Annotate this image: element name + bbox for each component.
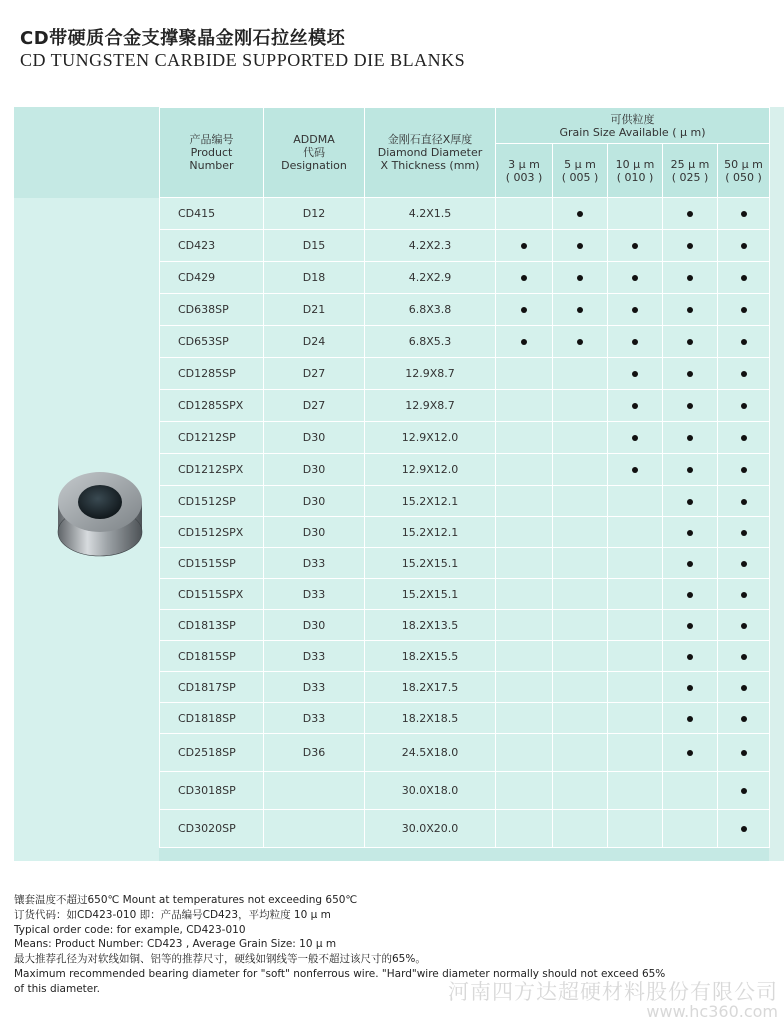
cell-product-number: CD1515SPX bbox=[160, 579, 264, 610]
table-row bbox=[160, 548, 770, 579]
cell-grain-availability bbox=[608, 198, 663, 230]
cell-grain-availability bbox=[608, 326, 663, 358]
dot-icon bbox=[741, 685, 747, 691]
cell-grain-availability bbox=[496, 810, 553, 848]
cell-grain-availability bbox=[663, 390, 718, 422]
cell-grain-availability bbox=[553, 579, 608, 610]
cell-product-number: CD1815SP bbox=[160, 641, 264, 672]
cell-grain-availability bbox=[663, 454, 718, 486]
cell-grain-availability bbox=[496, 358, 553, 390]
note-line: of this diameter. bbox=[14, 982, 100, 995]
dot-icon bbox=[741, 403, 747, 409]
dot-icon bbox=[741, 826, 747, 832]
cell-diamond-size: 15.2X15.1 bbox=[365, 548, 496, 579]
die-blank-table bbox=[159, 107, 770, 848]
cell-grain-availability bbox=[663, 772, 718, 810]
cell-addma-designation: D27 bbox=[264, 358, 365, 390]
cell-diamond-size: 30.0X18.0 bbox=[365, 772, 496, 810]
cell-grain-availability bbox=[553, 262, 608, 294]
cell-grain-availability bbox=[553, 517, 608, 548]
cell-grain-availability bbox=[553, 548, 608, 579]
cell-grain-availability bbox=[718, 703, 770, 734]
cell-diamond-size: 4.2X2.9 bbox=[365, 262, 496, 294]
dot-icon bbox=[632, 243, 638, 249]
dot-icon bbox=[741, 467, 747, 473]
cell-product-number: CD1285SP bbox=[160, 358, 264, 390]
dot-icon bbox=[741, 339, 747, 345]
header-grain-5um: 5 μ m ( 005 ) bbox=[553, 144, 608, 198]
page-title-en: CD TUNGSTEN CARBIDE SUPPORTED DIE BLANKS bbox=[20, 50, 466, 70]
cell-grain-availability bbox=[608, 672, 663, 703]
dot-icon bbox=[632, 339, 638, 345]
cell-grain-availability bbox=[718, 326, 770, 358]
dot-icon bbox=[687, 467, 693, 473]
dot-icon bbox=[577, 211, 583, 217]
cell-grain-availability bbox=[608, 358, 663, 390]
cell-product-number: CD1285SPX bbox=[160, 390, 264, 422]
dot-icon bbox=[741, 592, 747, 598]
dot-icon bbox=[741, 499, 747, 505]
dot-icon bbox=[632, 403, 638, 409]
dot-icon bbox=[741, 750, 747, 756]
table-row bbox=[160, 358, 770, 390]
table-row bbox=[160, 517, 770, 548]
cell-addma-designation: D27 bbox=[264, 390, 365, 422]
cell-grain-availability bbox=[663, 422, 718, 454]
header-grain-3um: 3 μ m ( 003 ) bbox=[496, 144, 553, 198]
cell-grain-availability bbox=[663, 672, 718, 703]
cell-grain-availability bbox=[663, 810, 718, 848]
cell-diamond-size: 18.2X15.5 bbox=[365, 641, 496, 672]
cell-grain-availability bbox=[608, 548, 663, 579]
table-row bbox=[160, 294, 770, 326]
watermark-company: 河南四方达超硬材料股份有限公司 bbox=[448, 980, 778, 1004]
cell-product-number: CD1818SP bbox=[160, 703, 264, 734]
cell-grain-availability bbox=[608, 810, 663, 848]
cell-grain-availability bbox=[663, 548, 718, 579]
cell-grain-availability bbox=[608, 579, 663, 610]
cell-product-number: CD1512SPX bbox=[160, 517, 264, 548]
cell-product-number: CD1512SP bbox=[160, 486, 264, 517]
cell-diamond-size: 15.2X12.1 bbox=[365, 517, 496, 548]
cell-grain-availability bbox=[663, 358, 718, 390]
dot-icon bbox=[632, 275, 638, 281]
dot-icon bbox=[632, 371, 638, 377]
dot-icon bbox=[687, 211, 693, 217]
cell-grain-availability bbox=[663, 294, 718, 326]
cell-grain-availability bbox=[496, 294, 553, 326]
note-line: 镶套温度不超过650℃ Mount at temperatures not exceeding 650℃ bbox=[14, 894, 358, 906]
cell-diamond-size: 6.8X3.8 bbox=[365, 294, 496, 326]
cell-diamond-size: 18.2X17.5 bbox=[365, 672, 496, 703]
dot-icon bbox=[687, 403, 693, 409]
dot-icon bbox=[687, 716, 693, 722]
cell-grain-availability bbox=[553, 486, 608, 517]
table-row bbox=[160, 422, 770, 454]
cell-grain-availability bbox=[496, 703, 553, 734]
cell-grain-availability bbox=[718, 486, 770, 517]
cell-grain-availability bbox=[608, 772, 663, 810]
cell-product-number: CD1212SP bbox=[160, 422, 264, 454]
table-row bbox=[160, 230, 770, 262]
cell-grain-availability bbox=[553, 422, 608, 454]
dot-icon bbox=[687, 243, 693, 249]
cell-grain-availability bbox=[608, 294, 663, 326]
dot-icon bbox=[687, 592, 693, 598]
dot-icon bbox=[632, 467, 638, 473]
cell-grain-availability bbox=[663, 734, 718, 772]
note-line: Typical order code: for example, CD423-010 bbox=[14, 923, 246, 936]
cell-diamond-size: 30.0X20.0 bbox=[365, 810, 496, 848]
dot-icon bbox=[577, 243, 583, 249]
cell-grain-availability bbox=[608, 610, 663, 641]
dot-icon bbox=[577, 307, 583, 313]
header-diamond-diameter: 金刚石直径X厚度 Diamond Diameter X Thickness (mm) bbox=[365, 108, 496, 198]
cell-diamond-size: 24.5X18.0 bbox=[365, 734, 496, 772]
cell-grain-availability bbox=[718, 772, 770, 810]
cell-grain-availability bbox=[553, 772, 608, 810]
cell-grain-availability bbox=[663, 579, 718, 610]
cell-grain-availability bbox=[553, 230, 608, 262]
cell-grain-availability bbox=[718, 294, 770, 326]
cell-addma-designation: D33 bbox=[264, 672, 365, 703]
cell-grain-availability bbox=[496, 262, 553, 294]
dot-icon bbox=[632, 307, 638, 313]
note-line: Means: Product Number: CD423 , Average Grain Size: 10 μ m bbox=[14, 938, 337, 951]
cell-grain-availability bbox=[496, 772, 553, 810]
cell-diamond-size: 18.2X18.5 bbox=[365, 703, 496, 734]
cell-grain-availability bbox=[663, 262, 718, 294]
cell-diamond-size: 6.8X5.3 bbox=[365, 326, 496, 358]
cell-grain-availability bbox=[553, 326, 608, 358]
table-row bbox=[160, 810, 770, 848]
table-row bbox=[160, 486, 770, 517]
dot-icon bbox=[741, 275, 747, 281]
dot-icon bbox=[687, 371, 693, 377]
cell-diamond-size: 12.9X12.0 bbox=[365, 454, 496, 486]
cell-grain-availability bbox=[553, 703, 608, 734]
dot-icon bbox=[521, 339, 527, 345]
dot-icon bbox=[741, 788, 747, 794]
dot-icon bbox=[687, 530, 693, 536]
cell-grain-availability bbox=[608, 390, 663, 422]
cell-grain-availability bbox=[608, 641, 663, 672]
cell-diamond-size: 12.9X8.7 bbox=[365, 358, 496, 390]
dot-icon bbox=[687, 561, 693, 567]
cell-product-number: CD3020SP bbox=[160, 810, 264, 848]
dot-icon bbox=[741, 561, 747, 567]
header-grain-50um: 50 μ m ( 050 ) bbox=[718, 144, 770, 198]
table-row bbox=[160, 262, 770, 294]
cell-product-number: CD429 bbox=[160, 262, 264, 294]
cell-addma-designation: D15 bbox=[264, 230, 365, 262]
cell-grain-availability bbox=[718, 734, 770, 772]
cell-addma-designation: D33 bbox=[264, 641, 365, 672]
cell-diamond-size: 15.2X12.1 bbox=[365, 486, 496, 517]
cell-grain-availability bbox=[553, 198, 608, 230]
dot-icon bbox=[741, 307, 747, 313]
dot-icon bbox=[741, 716, 747, 722]
cell-grain-availability bbox=[553, 641, 608, 672]
cell-addma-designation: D30 bbox=[264, 454, 365, 486]
cell-grain-availability bbox=[718, 672, 770, 703]
dot-icon bbox=[687, 307, 693, 313]
cell-addma-designation: D21 bbox=[264, 294, 365, 326]
dot-icon bbox=[687, 654, 693, 660]
cell-grain-availability bbox=[663, 641, 718, 672]
cell-product-number: CD415 bbox=[160, 198, 264, 230]
note-line: 订货代码：如CD423-010 即：产品编号CD423，平均粒度 10 μ m bbox=[14, 908, 331, 921]
cell-grain-availability bbox=[496, 486, 553, 517]
cell-grain-availability bbox=[718, 262, 770, 294]
dot-icon bbox=[741, 211, 747, 217]
cell-grain-availability bbox=[553, 454, 608, 486]
cell-diamond-size: 15.2X15.1 bbox=[365, 579, 496, 610]
cell-grain-availability bbox=[496, 390, 553, 422]
table-row bbox=[160, 703, 770, 734]
cell-grain-availability bbox=[553, 610, 608, 641]
page-title-cn: CD带硬质合金支撑聚晶金刚石拉丝模坯 bbox=[20, 28, 346, 49]
cell-grain-availability bbox=[718, 579, 770, 610]
cell-grain-availability bbox=[496, 454, 553, 486]
cell-grain-availability bbox=[718, 422, 770, 454]
cell-grain-availability bbox=[608, 454, 663, 486]
cell-product-number: CD3018SP bbox=[160, 772, 264, 810]
dot-icon bbox=[687, 685, 693, 691]
cell-grain-availability bbox=[608, 703, 663, 734]
cell-grain-availability bbox=[663, 703, 718, 734]
cell-grain-availability bbox=[496, 610, 553, 641]
cell-product-number: CD1515SP bbox=[160, 548, 264, 579]
cell-grain-availability bbox=[718, 230, 770, 262]
cell-grain-availability bbox=[718, 358, 770, 390]
dot-icon bbox=[741, 243, 747, 249]
dot-icon bbox=[687, 275, 693, 281]
cell-grain-availability bbox=[663, 326, 718, 358]
dot-icon bbox=[741, 435, 747, 441]
cell-grain-availability bbox=[496, 422, 553, 454]
header-grain-25um: 25 μ m ( 025 ) bbox=[663, 144, 718, 198]
cell-diamond-size: 4.2X2.3 bbox=[365, 230, 496, 262]
note-line: Maximum recommended bearing diameter for "soft" nonferrous wire. "Hard"wire diameter normally should not exceed 65% bbox=[14, 967, 666, 980]
cell-addma-designation bbox=[264, 810, 365, 848]
cell-grain-availability bbox=[718, 198, 770, 230]
cell-grain-availability bbox=[663, 230, 718, 262]
dot-icon bbox=[521, 307, 527, 313]
table-row bbox=[160, 610, 770, 641]
table-row bbox=[160, 672, 770, 703]
cell-addma-designation: D30 bbox=[264, 486, 365, 517]
cell-grain-availability bbox=[496, 548, 553, 579]
cell-addma-designation: D33 bbox=[264, 579, 365, 610]
cell-grain-availability bbox=[608, 734, 663, 772]
cell-product-number: CD2518SP bbox=[160, 734, 264, 772]
cell-grain-availability bbox=[718, 517, 770, 548]
cell-addma-designation: D30 bbox=[264, 517, 365, 548]
table-row bbox=[160, 641, 770, 672]
cell-addma-designation: D36 bbox=[264, 734, 365, 772]
header-grain-10um: 10 μ m ( 010 ) bbox=[608, 144, 663, 198]
cell-grain-availability bbox=[608, 262, 663, 294]
table-row bbox=[160, 198, 770, 230]
cell-grain-availability bbox=[553, 810, 608, 848]
note-line: 最大推荐孔径为对软线如铜、铝等的推荐尺寸，硬线如钢线等一般不超过该尺寸的65%。 bbox=[14, 953, 426, 966]
table-row bbox=[160, 454, 770, 486]
cell-product-number: CD1817SP bbox=[160, 672, 264, 703]
cell-diamond-size: 12.9X12.0 bbox=[365, 422, 496, 454]
cell-grain-availability bbox=[553, 294, 608, 326]
cell-grain-availability bbox=[496, 734, 553, 772]
dot-icon bbox=[632, 435, 638, 441]
dot-icon bbox=[687, 623, 693, 629]
cell-addma-designation: D12 bbox=[264, 198, 365, 230]
cell-addma-designation bbox=[264, 772, 365, 810]
cell-grain-availability bbox=[496, 517, 553, 548]
cell-grain-availability bbox=[718, 390, 770, 422]
cell-grain-availability bbox=[718, 810, 770, 848]
cell-diamond-size: 4.2X1.5 bbox=[365, 198, 496, 230]
cell-grain-availability bbox=[496, 641, 553, 672]
cell-product-number: CD1212SPX bbox=[160, 454, 264, 486]
cell-addma-designation: D33 bbox=[264, 548, 365, 579]
cell-grain-availability bbox=[496, 672, 553, 703]
cell-addma-designation: D30 bbox=[264, 422, 365, 454]
dot-icon bbox=[741, 654, 747, 660]
dot-icon bbox=[521, 243, 527, 249]
dot-icon bbox=[577, 339, 583, 345]
cell-addma-designation: D24 bbox=[264, 326, 365, 358]
cell-grain-availability bbox=[718, 454, 770, 486]
cell-grain-availability bbox=[608, 230, 663, 262]
cell-grain-availability bbox=[608, 422, 663, 454]
header-grain-size: 可供粒度 Grain Size Available ( μ m) bbox=[496, 108, 770, 144]
cell-grain-availability bbox=[496, 326, 553, 358]
table-row bbox=[160, 579, 770, 610]
cell-grain-availability bbox=[718, 548, 770, 579]
dot-icon bbox=[741, 530, 747, 536]
cell-grain-availability bbox=[663, 517, 718, 548]
right-stripe bbox=[769, 107, 784, 861]
cell-addma-designation: D30 bbox=[264, 610, 365, 641]
dot-icon bbox=[741, 371, 747, 377]
cell-grain-availability bbox=[496, 230, 553, 262]
cell-grain-availability bbox=[663, 198, 718, 230]
cell-grain-availability bbox=[553, 390, 608, 422]
dot-icon bbox=[687, 435, 693, 441]
table-row bbox=[160, 772, 770, 810]
table-row bbox=[160, 390, 770, 422]
dot-icon bbox=[687, 750, 693, 756]
cell-product-number: CD423 bbox=[160, 230, 264, 262]
dot-icon bbox=[687, 499, 693, 505]
cell-grain-availability bbox=[608, 486, 663, 517]
cell-grain-availability bbox=[496, 579, 553, 610]
dot-icon bbox=[687, 339, 693, 345]
table-row bbox=[160, 734, 770, 772]
cell-diamond-size: 18.2X13.5 bbox=[365, 610, 496, 641]
cell-grain-availability bbox=[663, 486, 718, 517]
table-row bbox=[160, 326, 770, 358]
cell-grain-availability bbox=[663, 610, 718, 641]
die-blank-cylinder-icon bbox=[56, 464, 144, 562]
cell-product-number: CD653SP bbox=[160, 326, 264, 358]
cell-product-number: CD638SP bbox=[160, 294, 264, 326]
cell-grain-availability bbox=[718, 641, 770, 672]
header-product-number: 产品编号 Product Number bbox=[160, 108, 264, 198]
cell-grain-availability bbox=[718, 610, 770, 641]
cell-grain-availability bbox=[553, 358, 608, 390]
cell-grain-availability bbox=[553, 672, 608, 703]
cell-addma-designation: D33 bbox=[264, 703, 365, 734]
watermark-site: www.hc360.com bbox=[646, 1002, 778, 1021]
cell-product-number: CD1813SP bbox=[160, 610, 264, 641]
cell-grain-availability bbox=[608, 517, 663, 548]
dot-icon bbox=[577, 275, 583, 281]
cell-addma-designation: D18 bbox=[264, 262, 365, 294]
dot-icon bbox=[521, 275, 527, 281]
header-addma-designation: ADDMA 代码 Designation bbox=[264, 108, 365, 198]
cell-grain-availability bbox=[496, 198, 553, 230]
cell-grain-availability bbox=[553, 734, 608, 772]
dot-icon bbox=[741, 623, 747, 629]
cell-diamond-size: 12.9X8.7 bbox=[365, 390, 496, 422]
